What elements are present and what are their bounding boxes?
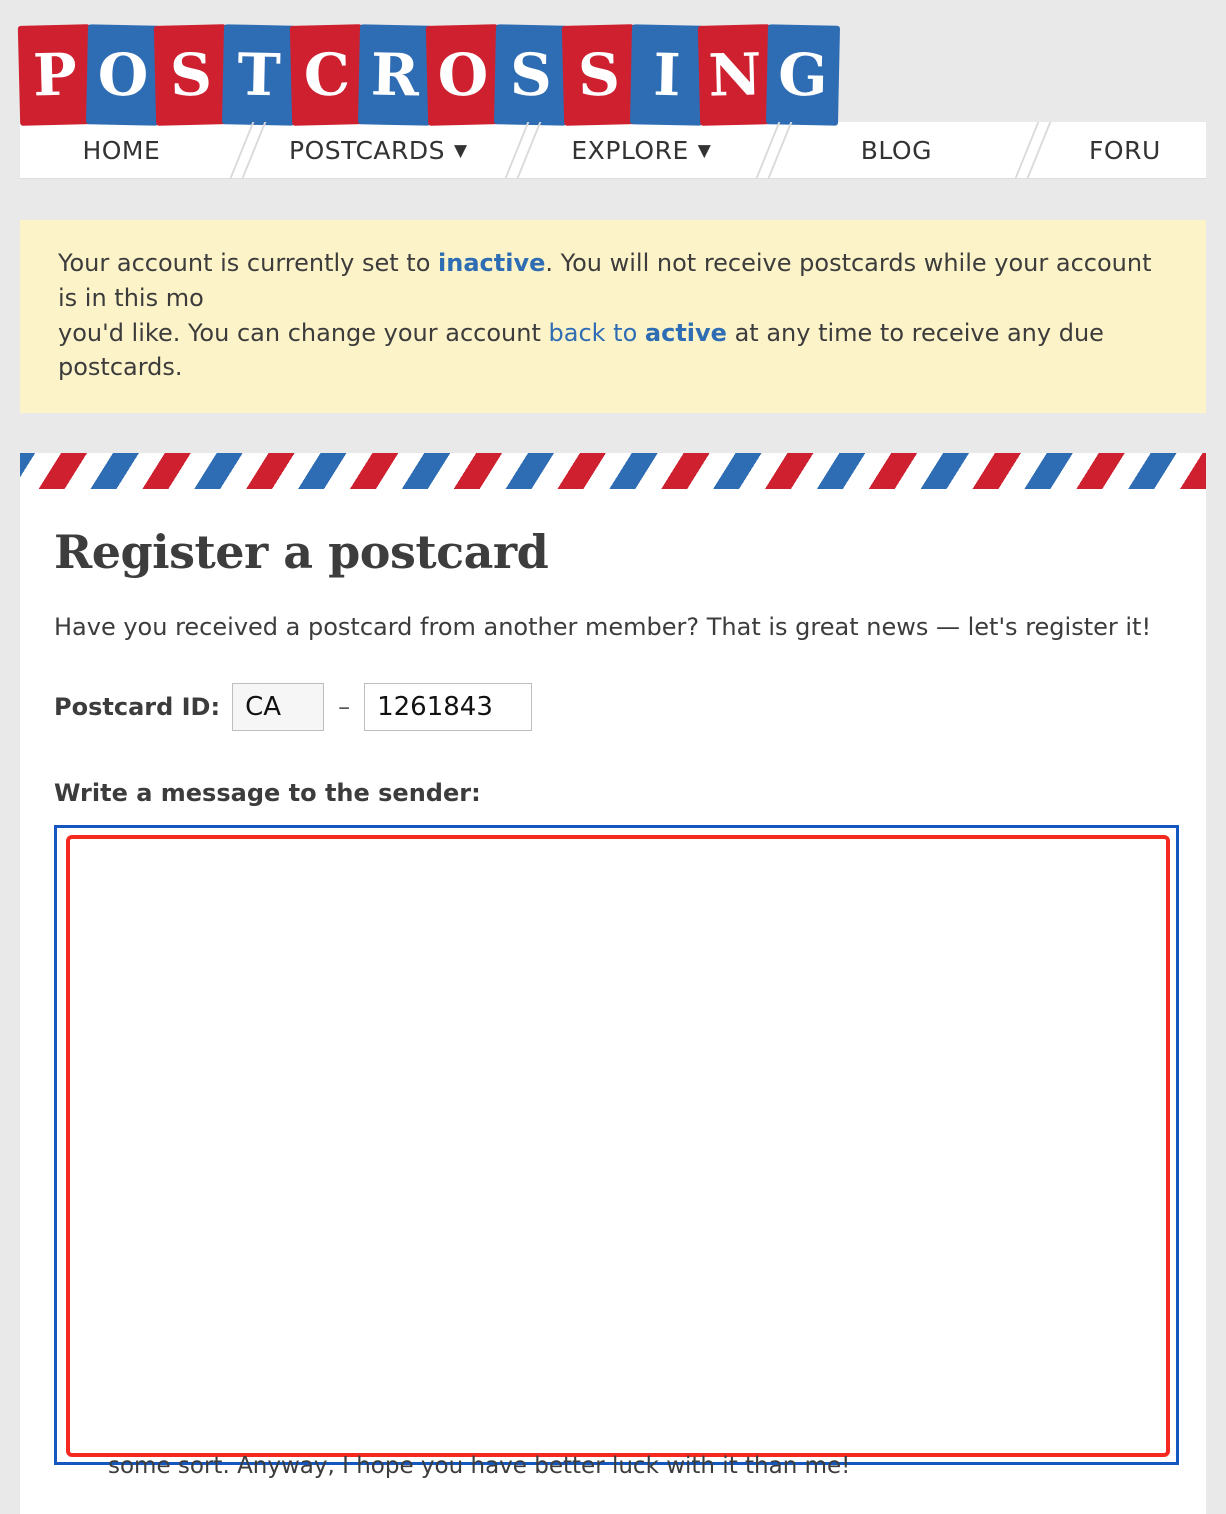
nav-item-home[interactable] [20,122,223,178]
logo-letter: I [633,27,701,122]
postcard-id-label: Postcard ID: [54,693,221,722]
notice-text-part1: Your account is currently set to [58,249,439,277]
chevron-down-icon: ▼ [454,141,468,161]
nav-divider [223,122,259,178]
notice-text-part2: . You will not receive postcards while your account is in this mo [58,249,1152,312]
page-intro-text: Have you received a postcard from another member? That is great news — let's register it! [54,613,1152,642]
postcrossing-logo[interactable] [22,28,1226,122]
nav-item-forum[interactable] [1044,122,1206,178]
main-navigation [20,122,1206,178]
register-postcard-panel [20,489,1206,1514]
logo-letter: N [701,27,769,123]
logo-letter: C [293,27,361,123]
notice-text-part4: at any time to receive any due postcards. [58,318,1104,382]
nav-item-blog[interactable] [785,122,1008,178]
back-to-active-link[interactable] [549,319,727,347]
chevron-down-icon: ▼ [697,141,712,161]
logo-letter: O [89,27,157,122]
nav-divider [498,122,534,178]
nav-item-label: POSTCARDS [289,135,446,165]
back-to-active-link-bold: active [644,318,727,347]
logo-letter: S [497,27,565,122]
logo-letter: G [769,27,837,122]
site-header [0,0,1226,122]
logo-letter: S [157,27,225,123]
postcard-id-number-input[interactable] [364,683,532,731]
page-title: Register a postcard [54,525,549,580]
nav-item-label: FORU [1089,135,1161,165]
back-to-active-link-prefix: back to [548,318,645,347]
postcard-id-row [54,683,1172,731]
nav-item-explore[interactable] [534,122,749,178]
postcard-id-separator: – [338,693,351,722]
nav-divider [749,122,785,178]
logo-letter: S [565,27,633,123]
logo-letter: P [21,27,89,123]
logo-letter: O [429,27,497,123]
nav-divider [1008,122,1044,178]
message-field-wrapper [54,825,1172,1480]
airmail-stripe [20,453,1206,489]
postcard-id-country-input[interactable] [232,683,324,731]
clipped-message-text: some sort. Anyway, I hope you have better luck with it than me! [108,1453,851,1480]
nav-item-label: HOME [82,135,161,165]
nav-item-label: BLOG [860,135,932,165]
nav-item-label: EXPLORE [571,135,689,165]
message-textarea[interactable] [54,825,1179,1465]
logo-letter: T [225,27,293,122]
message-field-label: Write a message to the sender: [54,779,481,808]
nav-item-postcards[interactable] [259,122,498,178]
logo-letter: R [361,27,429,122]
notice-status-inactive: inactive [438,249,546,277]
account-status-notice [20,220,1206,413]
notice-text-part3: you'd like. You can change your account [58,318,549,347]
